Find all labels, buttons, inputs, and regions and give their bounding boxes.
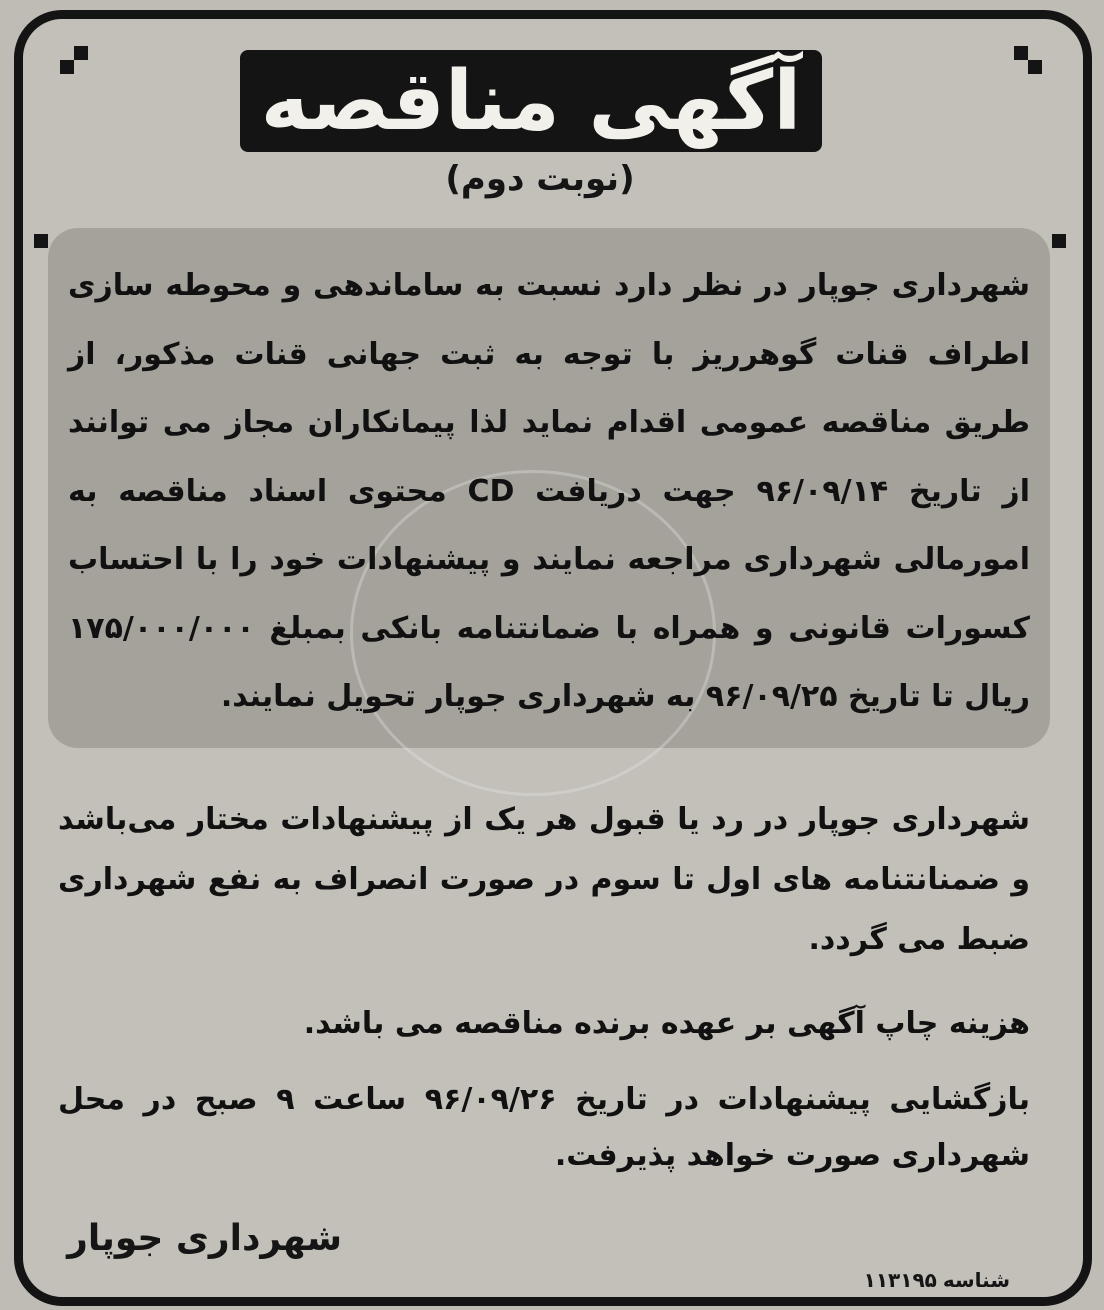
corner-ornament-top-right-b bbox=[1014, 46, 1028, 60]
notice-subtitle: (نوبت دوم) bbox=[445, 159, 635, 199]
paragraph-rights: شهرداری جوپار در رد یا قبول هر یک از پیشنهادات مختار می‌باشد و ضمنانتنامه های اول تا سوم در صورت انصراف به نفع شهرداری ضبط می گردد. bbox=[58, 802, 1030, 957]
notice-id-value: ۱۱۳۱۹۵ bbox=[863, 1268, 937, 1292]
notice-id bbox=[840, 1268, 1010, 1292]
side-ornament-right bbox=[1052, 234, 1066, 248]
corner-ornament-top-left-b bbox=[74, 46, 88, 60]
side-ornament-left bbox=[34, 234, 48, 248]
corner-ornament-top-right bbox=[1028, 60, 1042, 74]
notice-id-label: شناسه bbox=[942, 1268, 1010, 1292]
signature: شهرداری جوپار bbox=[67, 1218, 342, 1259]
paragraph-opening: بازگشایی پیشنهادات در تاریخ ۹۶/۰۹/۲۶ ساعت ۹ صبح در محل شهرداری صورت خواهد پذیرفت. bbox=[58, 1082, 1031, 1173]
notice-title: آگهی مناقصه bbox=[260, 54, 802, 149]
corner-ornament-top-left bbox=[60, 60, 74, 74]
paragraph-main: شهرداری جوپار در نظر دارد نسبت به ساماندهی و محوطه سازی اطراف قنات گوهرریز با توجه به ثبت جهانی قنات مذکور، از طریق مناقصه عمومی اقدام نماید لذا پیمانکاران مجاز می توانند از تاریخ ۹۶/۰۹/۱۴ جهت دریافت CD محتوی اسناد مناقصه به امورمالی شهرداری مراجعه نمایند و پیشنهادات خود را با احتساب کسورات قانونی و همراه با ضمانتنامه بانکی بمبلغ ۱۷۵/۰۰۰/۰۰۰ ریال تا تاریخ ۹۶/۰۹/۲۵ به شهرداری جوپار تحویل نمایند. bbox=[68, 268, 1030, 714]
paragraph-cost: هزینه چاپ آگهی بر عهده برنده مناقصه می باشد. bbox=[303, 1006, 1030, 1041]
